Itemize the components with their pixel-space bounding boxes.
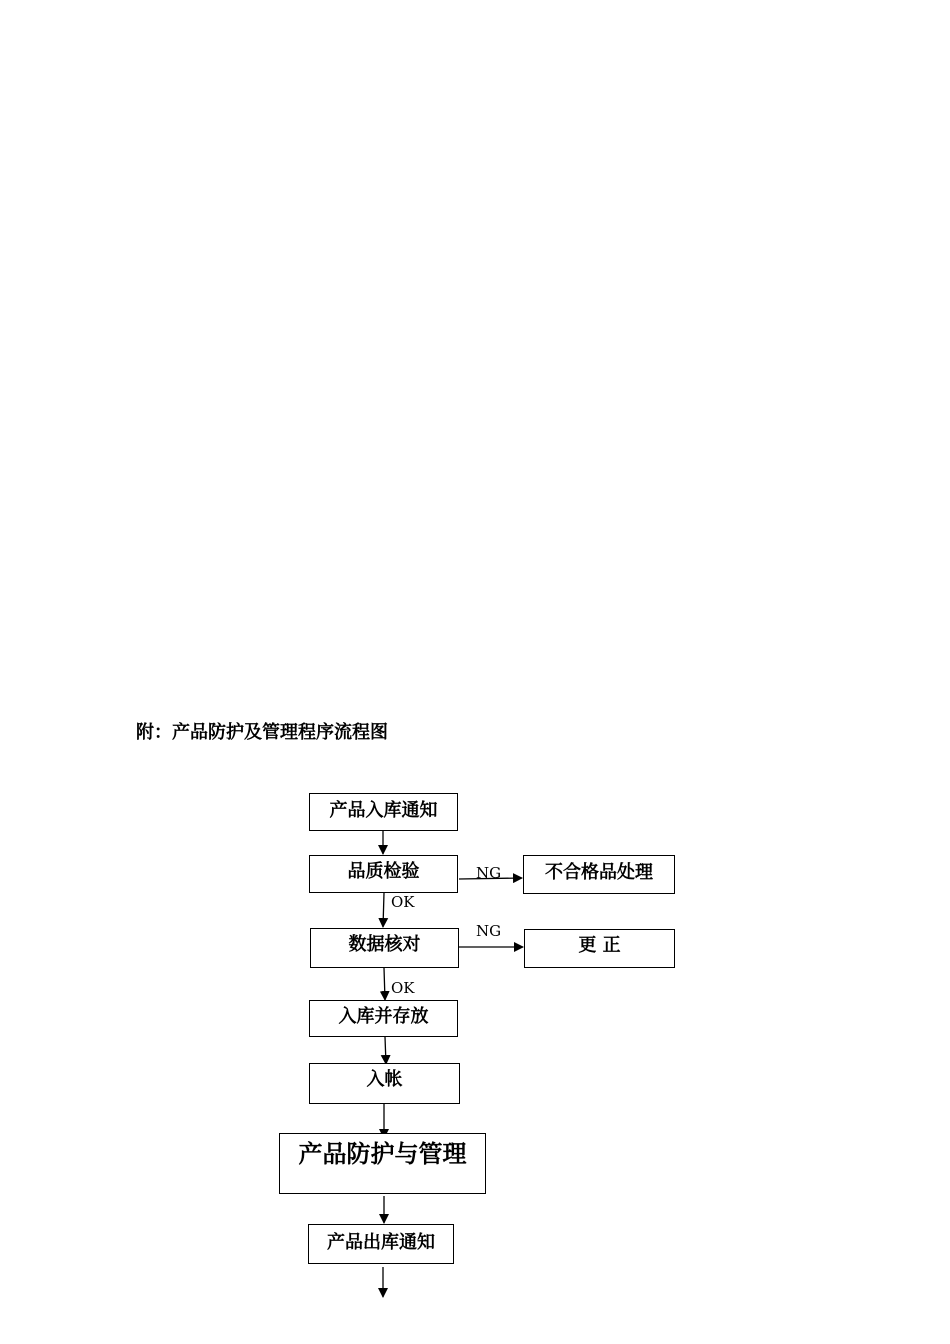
node-data-check	[310, 928, 459, 968]
node-account	[309, 1063, 460, 1104]
edge-label-qc-ok: OK	[391, 893, 415, 911]
node-label: 数据核对	[348, 934, 421, 955]
node-label: 产品防护与管理	[298, 1140, 467, 1168]
edge-label-dc-ng: NG	[476, 922, 502, 940]
edge-label-dc-ok: OK	[391, 979, 415, 997]
arrow-store-to-account	[385, 1037, 386, 1064]
node-correct	[524, 929, 675, 968]
node-label: 产品入库通知	[329, 800, 438, 821]
node-label: 产品出库通知	[327, 1232, 435, 1253]
node-protect-manage	[279, 1133, 486, 1194]
node-product-out-notice	[308, 1224, 454, 1264]
edge-label-qc-ng: NG	[476, 864, 502, 882]
node-nonconforming-handling	[523, 855, 675, 894]
node-label: 入帐	[366, 1069, 403, 1090]
node-product-in-notice	[309, 793, 458, 831]
arrow-qc-to-data-check	[383, 893, 384, 927]
node-label: 不合格品处理	[545, 862, 653, 883]
page-title: 附：产品防护及管理程序流程图	[136, 722, 388, 743]
node-label: 品质检验	[347, 861, 420, 882]
node-label: 更 正	[578, 935, 621, 956]
node-quality-check	[309, 855, 458, 893]
node-label: 入库并存放	[338, 1006, 429, 1027]
arrow-data-check-to-store	[384, 968, 385, 1000]
node-store	[309, 1000, 458, 1037]
